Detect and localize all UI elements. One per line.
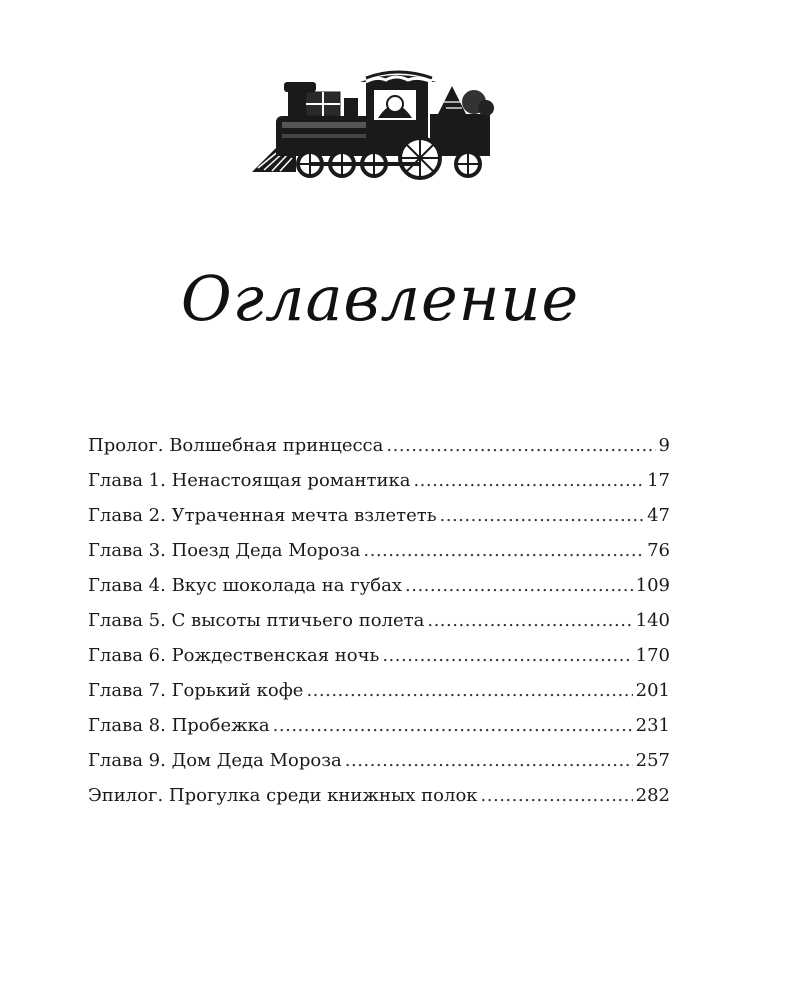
toc-entry-page: 109 bbox=[635, 575, 670, 596]
dot-leader bbox=[345, 743, 633, 778]
dot-leader bbox=[273, 708, 633, 743]
toc-entry-page: 9 bbox=[658, 435, 670, 456]
table-of-contents bbox=[88, 428, 670, 813]
toc-entry-page: 17 bbox=[647, 470, 670, 491]
toc-entry-page: 140 bbox=[635, 610, 670, 631]
toc-entry[interactable] bbox=[88, 603, 670, 638]
dot-leader bbox=[427, 603, 632, 638]
toc-entry-title: Глава 6. Рождественская ночь bbox=[88, 645, 380, 666]
toc-entry-title: Глава 4. Вкус шоколада на губах bbox=[88, 575, 402, 596]
dot-leader bbox=[405, 568, 633, 603]
toc-entry[interactable] bbox=[88, 568, 670, 603]
toc-entry[interactable] bbox=[88, 498, 670, 533]
toc-entry-title: Глава 2. Утраченная мечта взлететь bbox=[88, 505, 437, 526]
toc-entry[interactable] bbox=[88, 533, 670, 568]
toc-entry-title: Глава 1. Ненастоящая романтика bbox=[88, 470, 411, 491]
dot-leader bbox=[481, 778, 633, 813]
toc-entry-title: Глава 5. С высоты птичьего полета bbox=[88, 610, 425, 631]
toc-entry-title: Глава 7. Горький кофе bbox=[88, 680, 304, 701]
toc-entry[interactable] bbox=[88, 743, 670, 778]
toc-entry-title: Глава 3. Поезд Деда Мороза bbox=[88, 540, 361, 561]
dot-leader bbox=[363, 533, 644, 568]
toc-entry-title: Пролог. Волшебная принцесса bbox=[88, 435, 384, 456]
dot-leader bbox=[386, 428, 655, 463]
toc-entry[interactable] bbox=[88, 463, 670, 498]
dot-leader bbox=[306, 673, 632, 708]
dot-leader bbox=[440, 498, 645, 533]
page-title: Оглавление bbox=[180, 262, 580, 335]
toc-entry-page: 201 bbox=[635, 680, 670, 701]
toc-entry-page: 47 bbox=[647, 505, 670, 526]
toc-entry[interactable] bbox=[88, 708, 670, 743]
toc-entry-page: 282 bbox=[635, 785, 670, 806]
toc-entry-title: Эпилог. Прогулка среди книжных полок bbox=[88, 785, 478, 806]
toc-entry[interactable] bbox=[88, 638, 670, 673]
steam-locomotive-icon bbox=[248, 68, 508, 180]
toc-entry[interactable] bbox=[88, 673, 670, 708]
dot-leader bbox=[413, 463, 644, 498]
toc-entry-page: 170 bbox=[635, 645, 670, 666]
toc-entry-page: 231 bbox=[635, 715, 670, 736]
toc-entry[interactable] bbox=[88, 778, 670, 813]
toc-entry-page: 257 bbox=[635, 750, 670, 771]
toc-entry[interactable] bbox=[88, 428, 670, 463]
toc-entry-title: Глава 9. Дом Деда Мороза bbox=[88, 750, 342, 771]
toc-entry-page: 76 bbox=[647, 540, 670, 561]
toc-entry-title: Глава 8. Пробежка bbox=[88, 715, 270, 736]
dot-leader bbox=[382, 638, 632, 673]
